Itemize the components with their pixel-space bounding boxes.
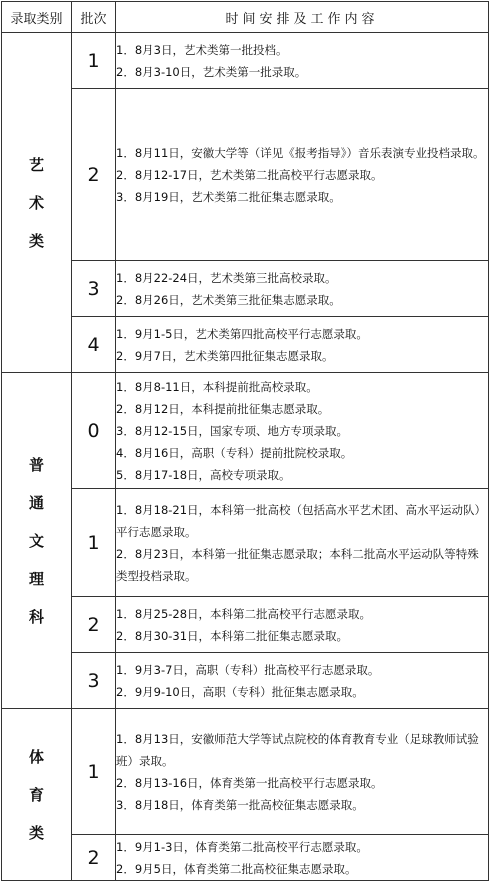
schedule-item: 3．8月19日，艺术类第二批征集志愿录取。 <box>116 189 341 204</box>
category-char: 通 <box>28 493 44 512</box>
batch-cell: 1 <box>72 709 116 835</box>
category-char: 艺 <box>28 155 44 174</box>
schedule-item: 1．8月3日，艺术类第一批投档。 <box>116 42 288 57</box>
schedule-item: 3．8月12-15日，国家专项、地方专项录取。 <box>116 423 349 438</box>
schedule-item: 1．9月1-5日，艺术类第四批高校平行志愿录取。 <box>116 326 368 341</box>
batch-cell: 1 <box>72 33 116 89</box>
schedule-item: 5．8月17-18日，高校专项录取。 <box>116 467 291 482</box>
table-header-row <box>2 2 489 33</box>
batch-cell: 3 <box>72 261 116 317</box>
schedule-item: 2．9月9-10日，高职（专科）批征集志愿录取。 <box>116 684 364 699</box>
schedule-cell <box>116 317 489 373</box>
schedule-item: 2．9月5日，体育类第二批高校征集志愿录取。 <box>116 861 357 876</box>
header-category: 录取类别 <box>2 2 72 33</box>
category-cell <box>2 373 72 709</box>
schedule-cell <box>116 373 489 489</box>
schedule-cell <box>116 33 489 89</box>
category-char: 术 <box>28 193 44 212</box>
schedule-cell <box>116 709 489 835</box>
category-char: 理 <box>28 569 44 588</box>
category-char: 普 <box>28 455 44 474</box>
table-row <box>2 89 489 261</box>
schedule-item: 1．8月11日，安徽大学等（详见《报考指导》）音乐表演专业投档录取。 <box>116 145 485 160</box>
category-char: 科 <box>28 607 44 626</box>
batch-cell: 2 <box>72 89 116 261</box>
table-row <box>2 835 489 881</box>
schedule-cell <box>116 89 489 261</box>
batch-cell: 4 <box>72 317 116 373</box>
batch-cell: 1 <box>72 489 116 597</box>
schedule-item: 2．8月13-16日，体育类第一批高校平行志愿录取。 <box>116 775 383 790</box>
schedule-cell <box>116 653 489 709</box>
schedule-item: 4．8月16日，高职（专科）提前批院校录取。 <box>116 445 353 460</box>
batch-cell: 0 <box>72 373 116 489</box>
table-body <box>2 33 489 881</box>
category-char: 育 <box>28 785 44 804</box>
batch-cell: 2 <box>72 835 116 881</box>
schedule-cell <box>116 597 489 653</box>
category-char: 体 <box>28 747 44 766</box>
table-row <box>2 489 489 597</box>
table-row <box>2 597 489 653</box>
category-cell <box>2 33 72 373</box>
schedule-item: 2．8月23日，本科第一批征集志愿录取；本科二批高水平运动队等特殊类型投档录取。 <box>116 546 479 583</box>
schedule-cell <box>116 261 489 317</box>
category-char: 文 <box>28 531 44 550</box>
schedule-item: 1．8月8-11日，本科提前批高校录取。 <box>116 379 318 394</box>
schedule-item: 2．8月12日，本科提前批征集志愿录取。 <box>116 401 330 416</box>
admission-schedule-table <box>1 1 489 881</box>
schedule-item: 1．8月13日，安徽师范大学等试点院校的体育教育专业（足球教师试验班）录取。 <box>116 731 479 768</box>
schedule-item: 2．8月12-17日，艺术类第二批高校平行志愿录取。 <box>116 167 383 182</box>
table-row <box>2 317 489 373</box>
schedule-item: 2．9月7日，艺术类第四批征集志愿录取。 <box>116 348 334 363</box>
schedule-item: 2．8月26日，艺术类第三批征集志愿录取。 <box>116 292 341 307</box>
table-row <box>2 261 489 317</box>
schedule-item: 1．8月18-21日，本科第一批高校（包括高水平艺术团、高水平运动队）平行志愿录取。 <box>116 502 487 539</box>
category-cell <box>2 709 72 881</box>
schedule-item: 2．8月3-10日，艺术类第一批录取。 <box>116 64 307 79</box>
table-row <box>2 653 489 709</box>
batch-cell: 2 <box>72 597 116 653</box>
schedule-item: 1．9月1-3日，体育类第二批高校平行志愿录取。 <box>116 839 368 854</box>
batch-cell: 3 <box>72 653 116 709</box>
table-row <box>2 373 489 489</box>
table-row <box>2 33 489 89</box>
schedule-item: 1．8月22-24日，艺术类第三批高校录取。 <box>116 270 337 285</box>
category-char: 类 <box>28 823 44 842</box>
schedule-item: 3．8月18日，体育类第一批高校征集志愿录取。 <box>116 797 364 812</box>
schedule-item: 1．9月3-7日，高职（专科）批高校平行志愿录取。 <box>116 662 380 677</box>
schedule-item: 1．8月25-28日，本科第二批高校平行志愿录取。 <box>116 606 372 621</box>
header-schedule: 时间安排及工作内容 <box>116 2 489 33</box>
schedule-cell <box>116 835 489 881</box>
header-batch: 批次 <box>72 2 116 33</box>
category-char: 类 <box>28 231 44 250</box>
schedule-cell <box>116 489 489 597</box>
table-row <box>2 709 489 835</box>
schedule-item: 2．8月30-31日，本科第二批征集志愿录取。 <box>116 628 349 643</box>
